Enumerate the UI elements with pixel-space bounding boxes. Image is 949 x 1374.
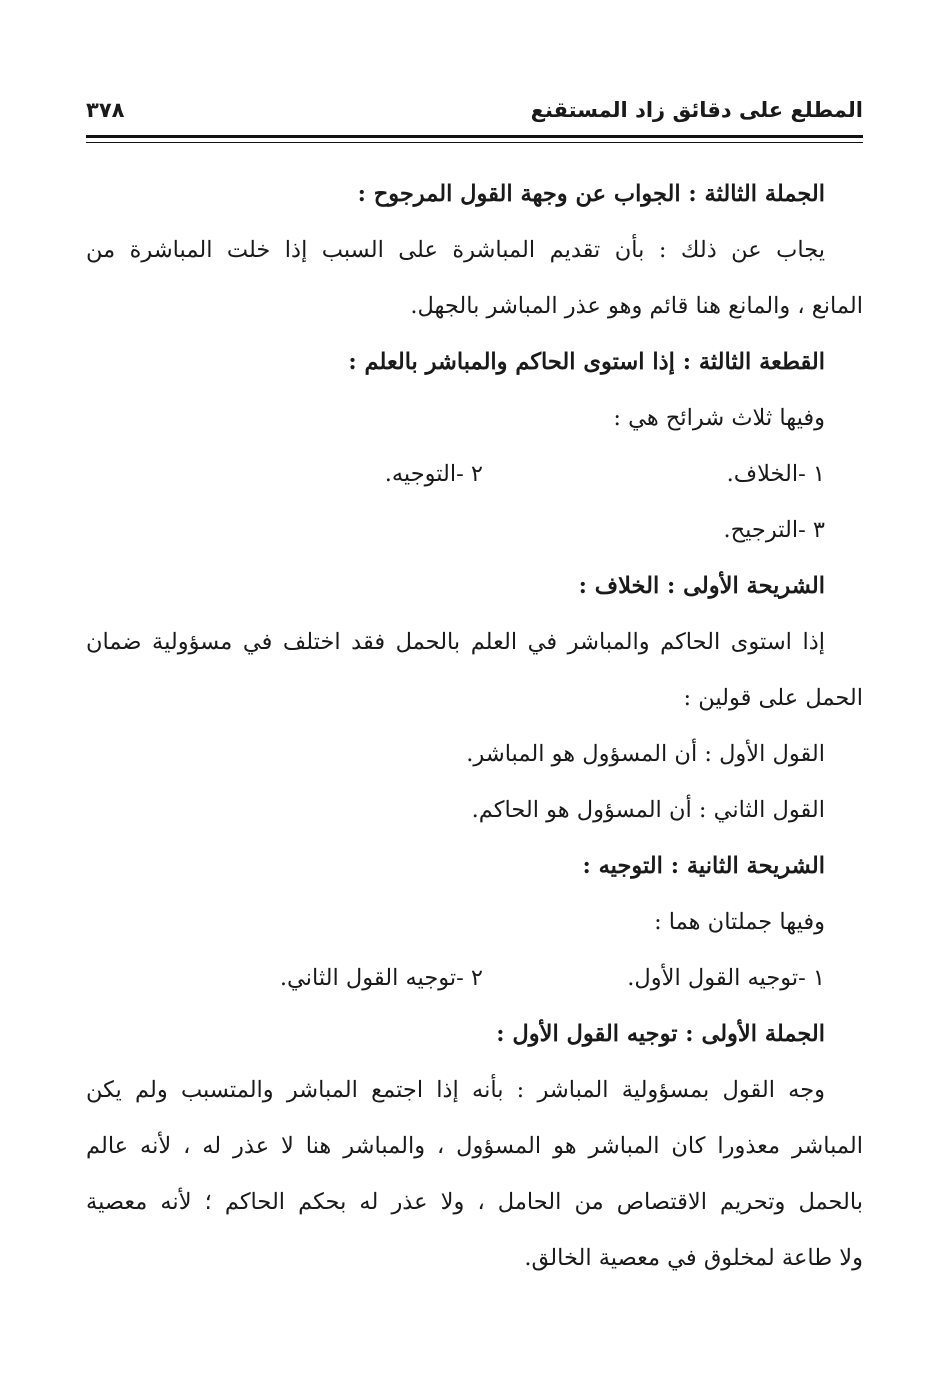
book-title: المطلع على دقائق زاد المستقنع bbox=[530, 98, 863, 122]
list-row bbox=[86, 950, 863, 1006]
section-heading: الشريحة الثانية : التوجيه : bbox=[582, 853, 825, 879]
paragraph-line: إذا استوى الحاكم والمباشر في العلم بالحمل فقد اختلف في مسؤولية ضمان bbox=[86, 629, 825, 655]
list-item: ٢ -توجيه القول الثاني. bbox=[279, 965, 483, 991]
list-item: ١ -توجيه القول الأول. bbox=[627, 965, 825, 991]
paragraph-line: القول الأول : أن المسؤول هو المباشر. bbox=[466, 741, 825, 767]
list-item: ٢ -التوجيه. bbox=[384, 461, 483, 487]
page-number: ٣٧٨ bbox=[86, 98, 125, 122]
page-body bbox=[86, 166, 863, 1286]
list-row bbox=[86, 446, 863, 502]
paragraph-line: ولا طاعة لمخلوق في معصية الخالق. bbox=[524, 1245, 863, 1271]
section-heading: القطعة الثالثة : إذا استوى الحاكم والمباشر بالعلم : bbox=[348, 349, 825, 375]
paragraph-line: المانع ، والمانع هنا قائم وهو عذر المباشر بالجهل. bbox=[410, 293, 863, 319]
paragraph-line: المباشر معذورا كان المباشر هو المسؤول ، والمباشر هنا لا عذر له ، لأنه عالم bbox=[86, 1133, 863, 1159]
paragraph-line: بالحمل وتحريم الاقتصاص من الحامل ، ولا عذر له بحكم الحاكم ؛ لأنه معصية bbox=[86, 1189, 863, 1215]
paragraph-line: يجاب عن ذلك : بأن تقديم المباشرة على السبب إذا خلت المباشرة من bbox=[86, 237, 825, 263]
header-rule-thin bbox=[86, 142, 863, 143]
header-rule-thick bbox=[86, 135, 863, 138]
paragraph-line: الحمل على قولين : bbox=[683, 685, 863, 711]
section-heading: الجملة الأولى : توجيه القول الأول : bbox=[496, 1021, 825, 1047]
paragraph-line: القول الثاني : أن المسؤول هو الحاكم. bbox=[471, 797, 825, 823]
list-item: ١ -الخلاف. bbox=[726, 461, 825, 487]
list-item: ٣ -الترجيح. bbox=[723, 517, 825, 543]
paragraph-line: وفيها ثلاث شرائح هي : bbox=[613, 405, 825, 431]
section-heading: الجملة الثالثة : الجواب عن وجهة القول المرجوح : bbox=[357, 181, 825, 207]
paragraph-line: وجه القول بمسؤولية المباشر : بأنه إذا اجتمع المباشر والمتسبب ولم يكن bbox=[86, 1077, 825, 1103]
section-heading: الشريحة الأولى : الخلاف : bbox=[578, 573, 825, 599]
running-header bbox=[86, 96, 863, 136]
paragraph-line: وفيها جملتان هما : bbox=[654, 909, 825, 935]
